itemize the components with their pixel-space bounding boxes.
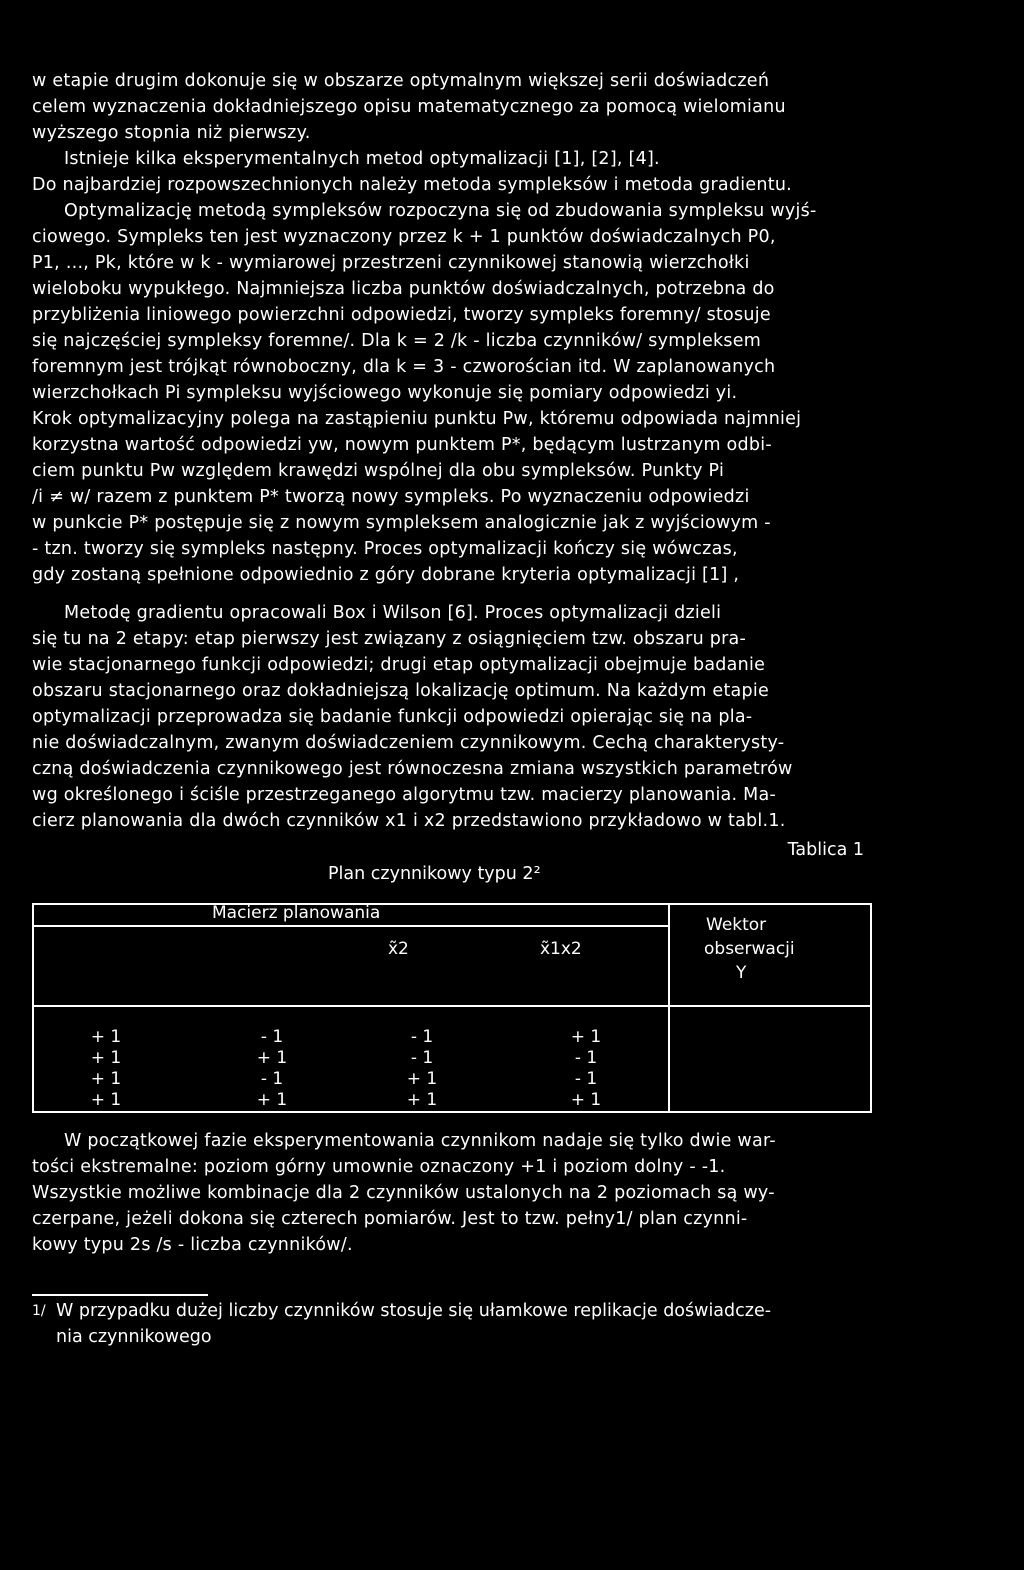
table-cell: - 1	[410, 1027, 434, 1047]
table-cell: + 1	[406, 1090, 438, 1110]
text-line: kowy typu 2s /s - liczba czynników/.	[32, 1235, 353, 1255]
text-line: Istnieje kilka eksperymentalnych metod optymalizacji [1], [2], [4].	[64, 149, 660, 169]
text-line: Metodę gradientu opracowali Box i Wilson [6]. Proces optymalizacji dzieli	[64, 603, 722, 623]
footnote	[32, 1298, 892, 1350]
text-line: ciowego. Sympleks ten jest wyznaczony przez k + 1 punktów doświadczalnych P0,	[32, 227, 776, 247]
table-cell: + 1	[256, 1048, 288, 1068]
footnote-marker: 1/	[32, 1303, 46, 1319]
table-border-right	[870, 903, 872, 1113]
table-cell: + 1	[90, 1069, 122, 1089]
table-cell: + 1	[406, 1069, 438, 1089]
text-line: Optymalizację metodą sympleksów rozpoczyna się od zbudowania sympleksu wyjś-	[64, 201, 817, 221]
text-line: czną doświadczenia czynnikowego jest równoczesna zmiana wszystkich parametrów	[32, 759, 793, 779]
table-cell: - 1	[574, 1069, 598, 1089]
text-line: ciem punktu Pw względem krawędzi wspólnej dla obu sympleksów. Punkty Pi	[32, 461, 725, 481]
text-line: wie stacjonarnego funkcji odpowiedzi; drugi etap optymalizacji obejmuje badanie	[32, 655, 766, 675]
footnote-line: nia czynnikowego	[56, 1327, 212, 1347]
text-line: P1, ..., Pk, które w k - wymiarowej przestrzeni czynnikowej stanowią wierzchołki	[32, 253, 750, 273]
text-line: tości ekstremalne: poziom górny umownie oznaczony +1 i poziom dolny - -1.	[32, 1157, 726, 1177]
text-line: wierzchołkach Pi sympleksu wyjściowego wykonuje się pomiary odpowiedzi yi.	[32, 383, 738, 403]
column-header-x1x2: x̃1x2	[540, 939, 582, 959]
table-cell: + 1	[90, 1048, 122, 1068]
footnote-separator	[32, 1294, 208, 1296]
text-line: w punkcie P* postępuje się z nowym sympleksem analogicznie jak z wyjściowym -	[32, 513, 771, 533]
paragraph-factor-levels	[32, 1128, 872, 1258]
table-number-label: Tablica 1	[787, 840, 864, 860]
text-line: korzystna wartość odpowiedzi yw, nowym punktem P*, będącym lustrzanym odbi-	[32, 435, 772, 455]
paragraph-simplex-method	[32, 68, 872, 588]
text-line: /i ≠ w/ razem z punktem P* tworzą nowy sympleks. Po wyznaczeniu odpowiedzi	[32, 487, 750, 507]
text-line: W początkowej fazie eksperymentowania czynnikom nadaje się tylko dwie war-	[64, 1131, 776, 1151]
footnote-line: W przypadku dużej liczby czynników stosuje się ułamkowe replikacje doświadcze-	[56, 1301, 772, 1321]
table-cell: - 1	[574, 1048, 598, 1068]
text-line: Wszystkie możliwe kombinacje dla 2 czynników ustalonych na 2 poziomach są wy-	[32, 1183, 775, 1203]
table-cell: - 1	[260, 1069, 284, 1089]
text-line: Krok optymalizacyjny polega na zastąpieniu punktu Pw, któremu odpowiada najmniej	[32, 409, 802, 429]
table-cell: + 1	[256, 1090, 288, 1110]
text-line: foremnym jest trójkąt równoboczny, dla k = 3 - czworościan itd. W zaplanowanych	[32, 357, 776, 377]
text-line: cierz planowania dla dwóch czynników x1 i x2 przedstawiono przykładowo w tabl.1.	[32, 811, 786, 831]
factorial-plan-table	[32, 903, 872, 1113]
text-line: się tu na 2 etapy: etap pierwszy jest związany z osiągnięciem tzw. obszaru pra-	[32, 629, 747, 649]
matrix-group-header: Macierz planowania	[212, 903, 381, 923]
paragraph-gradient-method	[32, 600, 872, 834]
text-line: czerpane, jeżeli dokona się czterech pomiarów. Jest to tzw. pełny1/ plan czynni-	[32, 1209, 748, 1229]
text-line: obszaru stacjonarnego oraz dokładniejszą lokalizację optimum. Na każdym etapie	[32, 681, 770, 701]
text-line: celem wyznaczenia dokładniejszego opisu matematycznego za pomocą wielomianu	[32, 97, 786, 117]
column-header-obserwacji: obserwacji	[704, 939, 795, 959]
table-cell: + 1	[570, 1027, 602, 1047]
text-line: Do najbardziej rozpowszechnionych należy metoda sympleksów i metoda gradientu.	[32, 175, 792, 195]
table-divider-header	[34, 1005, 870, 1007]
table-cell: + 1	[570, 1090, 602, 1110]
column-header-y: Y	[736, 963, 747, 983]
text-line: się najczęściej sympleksy foremne/. Dla k = 2 /k - liczba czynników/ sympleksem	[32, 331, 762, 351]
table-title: Plan czynnikowy typu 2²	[328, 864, 541, 884]
table-cell: + 1	[90, 1027, 122, 1047]
table-divider-vertical	[668, 903, 670, 1113]
text-line: optymalizacji przeprowadza się badanie funkcji odpowiedzi opierając się na pla-	[32, 707, 753, 727]
table-border-top	[32, 903, 872, 905]
text-line: - tzn. tworzy się sympleks następny. Proces optymalizacji kończy się wówczas,	[32, 539, 738, 559]
text-line: gdy zostaną spełnione odpowiednio z góry dobrane kryteria optymalizacji [1] ,	[32, 565, 740, 585]
text-line: nie doświadczalnym, zwanym doświadczeniem czynnikowym. Cechą charakterysty-	[32, 733, 785, 753]
table-border-bottom	[32, 1111, 872, 1113]
text-line: w etapie drugim dokonuje się w obszarze optymalnym większej serii doświadczeń	[32, 71, 770, 91]
table-cell: + 1	[90, 1090, 122, 1110]
table-cell: - 1	[260, 1027, 284, 1047]
text-line: wg określonego i ściśle przestrzeganego algorytmu tzw. macierzy planowania. Ma-	[32, 785, 777, 805]
column-header-wektor: Wektor	[706, 915, 767, 935]
text-line: wyższego stopnia niż pierwszy.	[32, 123, 311, 143]
column-header-x2: x̃2	[388, 939, 409, 959]
table-caption	[0, 838, 880, 890]
table-border-left	[32, 903, 34, 1113]
table-divider-group	[34, 925, 668, 927]
text-line: przybliżenia liniowego powierzchni odpowiedzi, tworzy sympleks foremny/ stosuje	[32, 305, 771, 325]
text-line: wieloboku wypukłego. Najmniejsza liczba punktów doświadczalnych, potrzebna do	[32, 279, 775, 299]
table-cell: - 1	[410, 1048, 434, 1068]
